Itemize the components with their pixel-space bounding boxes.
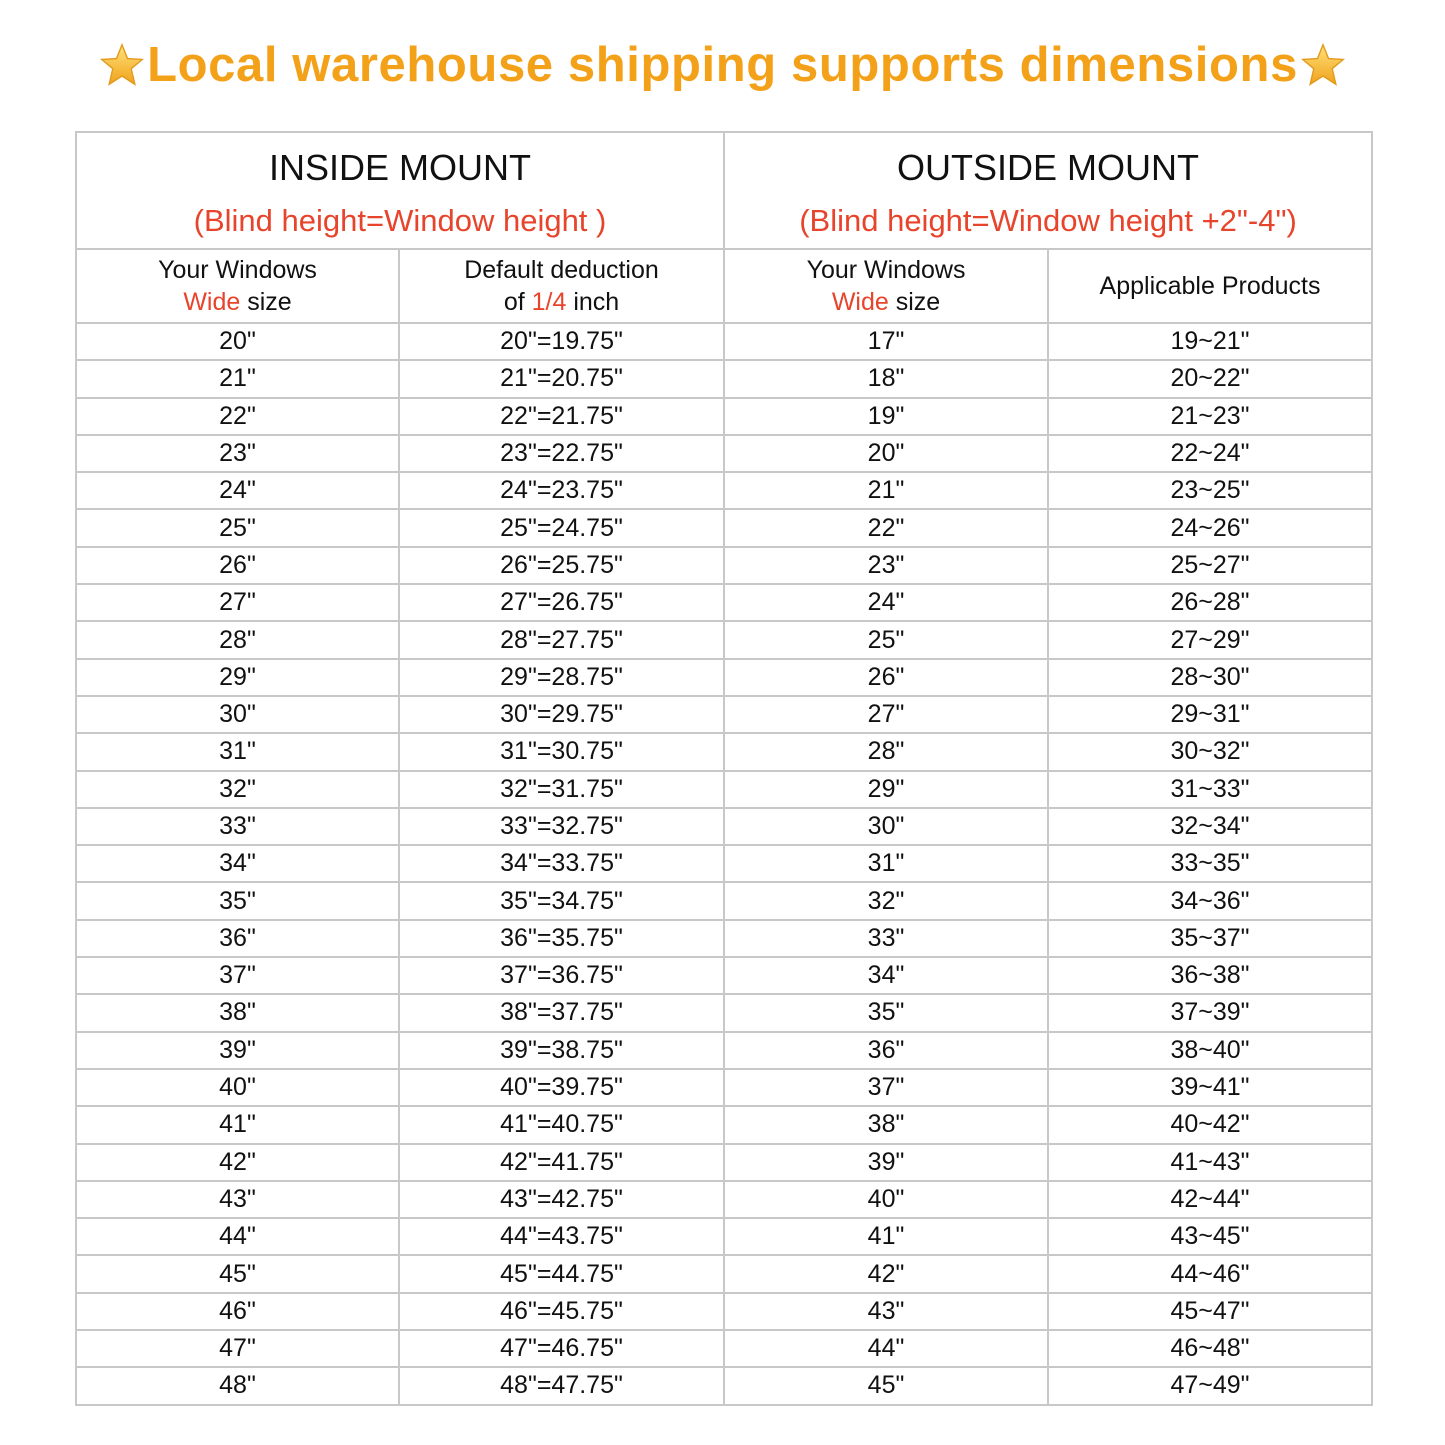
outside-window-size-cell: 26" bbox=[724, 659, 1048, 696]
col-label: size bbox=[888, 288, 941, 316]
inside-mount-header bbox=[76, 132, 724, 249]
applicable-products-cell: 39~41" bbox=[1048, 1069, 1372, 1106]
deduction-cell: 45"=44.75" bbox=[399, 1255, 724, 1292]
applicable-products-cell: 21~23" bbox=[1048, 398, 1372, 435]
applicable-products-cell: 25~27" bbox=[1048, 547, 1372, 584]
inside-window-size-cell: 43" bbox=[76, 1181, 399, 1218]
inside-window-size-cell: 48" bbox=[76, 1367, 399, 1404]
applicable-products-cell: 42~44" bbox=[1048, 1181, 1372, 1218]
table-row bbox=[76, 957, 1372, 994]
outside-col-window-size bbox=[724, 249, 1048, 323]
col-label: size bbox=[240, 288, 292, 316]
table-row bbox=[76, 845, 1372, 882]
outside-window-size-cell: 34" bbox=[724, 957, 1048, 994]
inside-window-size-cell: 22" bbox=[76, 398, 399, 435]
deduction-cell: 33"=32.75" bbox=[399, 808, 724, 845]
applicable-products-cell: 28~30" bbox=[1048, 659, 1372, 696]
applicable-products-cell: 46~48" bbox=[1048, 1330, 1372, 1367]
outside-mount-subtitle: (Blind height=Window height +2"-4") bbox=[799, 202, 1297, 238]
inside-window-size-cell: 28" bbox=[76, 621, 399, 658]
inside-window-size-cell: 44" bbox=[76, 1218, 399, 1255]
inside-window-size-cell: 40" bbox=[76, 1069, 399, 1106]
outside-window-size-cell: 29" bbox=[724, 771, 1048, 808]
outside-window-size-cell: 24" bbox=[724, 584, 1048, 621]
col-label: Your Windows bbox=[158, 256, 317, 284]
inside-window-size-cell: 41" bbox=[76, 1106, 399, 1143]
inside-window-size-cell: 32" bbox=[76, 771, 399, 808]
outside-window-size-cell: 45" bbox=[724, 1367, 1048, 1404]
applicable-products-cell: 33~35" bbox=[1048, 845, 1372, 882]
outside-window-size-cell: 19" bbox=[724, 398, 1048, 435]
applicable-products-cell: 36~38" bbox=[1048, 957, 1372, 994]
table-row bbox=[76, 1181, 1372, 1218]
inside-window-size-cell: 26" bbox=[76, 547, 399, 584]
table-body bbox=[76, 323, 1372, 1405]
outside-window-size-cell: 23" bbox=[724, 547, 1048, 584]
table-row bbox=[76, 1144, 1372, 1181]
inside-window-size-cell: 21" bbox=[76, 360, 399, 397]
outside-window-size-cell: 41" bbox=[724, 1218, 1048, 1255]
col-label-highlight: 1/4 bbox=[531, 288, 567, 316]
inside-window-size-cell: 38" bbox=[76, 994, 399, 1031]
inside-window-size-cell: 33" bbox=[76, 808, 399, 845]
inside-mount-title: INSIDE MOUNT bbox=[269, 146, 532, 188]
outside-window-size-cell: 37" bbox=[724, 1069, 1048, 1106]
inside-window-size-cell: 24" bbox=[76, 472, 399, 509]
table-row bbox=[76, 472, 1372, 509]
outside-window-size-cell: 39" bbox=[724, 1144, 1048, 1181]
deduction-cell: 38"=37.75" bbox=[399, 994, 724, 1031]
deduction-cell: 46"=45.75" bbox=[399, 1293, 724, 1330]
outside-window-size-cell: 27" bbox=[724, 696, 1048, 733]
applicable-products-cell: 26~28" bbox=[1048, 584, 1372, 621]
outside-window-size-cell: 44" bbox=[724, 1330, 1048, 1367]
outside-window-size-cell: 38" bbox=[724, 1106, 1048, 1143]
table-row bbox=[76, 1032, 1372, 1069]
outside-col-applicable-products bbox=[1048, 249, 1372, 323]
outside-window-size-cell: 32" bbox=[724, 882, 1048, 919]
deduction-cell: 40"=39.75" bbox=[399, 1069, 724, 1106]
applicable-products-cell: 23~25" bbox=[1048, 472, 1372, 509]
outside-window-size-cell: 43" bbox=[724, 1293, 1048, 1330]
deduction-cell: 25"=24.75" bbox=[399, 509, 724, 546]
table-row bbox=[76, 1069, 1372, 1106]
star-icon bbox=[99, 42, 145, 88]
inside-col-window-size bbox=[76, 249, 399, 323]
inside-window-size-cell: 31" bbox=[76, 733, 399, 770]
inside-window-size-cell: 39" bbox=[76, 1032, 399, 1069]
inside-window-size-cell: 27" bbox=[76, 584, 399, 621]
inside-window-size-cell: 25" bbox=[76, 509, 399, 546]
outside-window-size-cell: 35" bbox=[724, 994, 1048, 1031]
table-row bbox=[76, 398, 1372, 435]
deduction-cell: 20"=19.75" bbox=[399, 323, 724, 360]
table-row bbox=[76, 323, 1372, 360]
applicable-products-cell: 37~39" bbox=[1048, 994, 1372, 1031]
table-row bbox=[76, 920, 1372, 957]
inside-col-deduction bbox=[399, 249, 724, 323]
applicable-products-cell: 34~36" bbox=[1048, 882, 1372, 919]
deduction-cell: 35"=34.75" bbox=[399, 882, 724, 919]
outside-mount-header bbox=[724, 132, 1372, 249]
outside-window-size-cell: 20" bbox=[724, 435, 1048, 472]
outside-window-size-cell: 31" bbox=[724, 845, 1048, 882]
table-row bbox=[76, 771, 1372, 808]
applicable-products-cell: 30~32" bbox=[1048, 733, 1372, 770]
applicable-products-cell: 40~42" bbox=[1048, 1106, 1372, 1143]
deduction-cell: 22"=21.75" bbox=[399, 398, 724, 435]
deduction-cell: 27"=26.75" bbox=[399, 584, 724, 621]
applicable-products-cell: 47~49" bbox=[1048, 1367, 1372, 1404]
table-row bbox=[76, 360, 1372, 397]
applicable-products-cell: 27~29" bbox=[1048, 621, 1372, 658]
outside-window-size-cell: 42" bbox=[724, 1255, 1048, 1292]
inside-window-size-cell: 23" bbox=[76, 435, 399, 472]
applicable-products-cell: 43~45" bbox=[1048, 1218, 1372, 1255]
deduction-cell: 26"=25.75" bbox=[399, 547, 724, 584]
deduction-cell: 44"=43.75" bbox=[399, 1218, 724, 1255]
applicable-products-cell: 32~34" bbox=[1048, 808, 1372, 845]
outside-window-size-cell: 17" bbox=[724, 323, 1048, 360]
applicable-products-cell: 35~37" bbox=[1048, 920, 1372, 957]
applicable-products-cell: 29~31" bbox=[1048, 696, 1372, 733]
deduction-cell: 28"=27.75" bbox=[399, 621, 724, 658]
outside-window-size-cell: 28" bbox=[724, 733, 1048, 770]
table-row bbox=[76, 509, 1372, 546]
applicable-products-cell: 20~22" bbox=[1048, 360, 1372, 397]
deduction-cell: 39"=38.75" bbox=[399, 1032, 724, 1069]
deduction-cell: 37"=36.75" bbox=[399, 957, 724, 994]
applicable-products-cell: 38~40" bbox=[1048, 1032, 1372, 1069]
applicable-products-cell: 31~33" bbox=[1048, 771, 1372, 808]
table-row bbox=[76, 882, 1372, 919]
deduction-cell: 36"=35.75" bbox=[399, 920, 724, 957]
table-row bbox=[76, 435, 1372, 472]
inside-window-size-cell: 45" bbox=[76, 1255, 399, 1292]
outside-window-size-cell: 30" bbox=[724, 808, 1048, 845]
table-row bbox=[76, 733, 1372, 770]
deduction-cell: 32"=31.75" bbox=[399, 771, 724, 808]
applicable-products-cell: 22~24" bbox=[1048, 435, 1372, 472]
inside-window-size-cell: 46" bbox=[76, 1293, 399, 1330]
outside-window-size-cell: 18" bbox=[724, 360, 1048, 397]
col-label-highlight: Wide bbox=[831, 288, 889, 316]
outside-window-size-cell: 33" bbox=[724, 920, 1048, 957]
deduction-cell: 47"=46.75" bbox=[399, 1330, 724, 1367]
table-row bbox=[76, 808, 1372, 845]
table-row bbox=[76, 659, 1372, 696]
inside-window-size-cell: 47" bbox=[76, 1330, 399, 1367]
inside-mount-subtitle: (Blind height=Window height ) bbox=[193, 202, 607, 238]
col-label: Default deduction bbox=[464, 256, 659, 284]
table-row bbox=[76, 547, 1372, 584]
inside-window-size-cell: 37" bbox=[76, 957, 399, 994]
table-row bbox=[76, 1367, 1372, 1404]
deduction-cell: 23"=22.75" bbox=[399, 435, 724, 472]
deduction-cell: 41"=40.75" bbox=[399, 1106, 724, 1143]
applicable-products-cell: 45~47" bbox=[1048, 1293, 1372, 1330]
inside-window-size-cell: 34" bbox=[76, 845, 399, 882]
page-title-bar bbox=[0, 30, 1445, 100]
table-row bbox=[76, 584, 1372, 621]
table-row bbox=[76, 1330, 1372, 1367]
inside-window-size-cell: 35" bbox=[76, 882, 399, 919]
deduction-cell: 30"=29.75" bbox=[399, 696, 724, 733]
outside-window-size-cell: 25" bbox=[724, 621, 1048, 658]
inside-window-size-cell: 20" bbox=[76, 323, 399, 360]
deduction-cell: 42"=41.75" bbox=[399, 1144, 724, 1181]
deduction-cell: 24"=23.75" bbox=[399, 472, 724, 509]
inside-window-size-cell: 29" bbox=[76, 659, 399, 696]
table-row bbox=[76, 696, 1372, 733]
outside-window-size-cell: 22" bbox=[724, 509, 1048, 546]
inside-window-size-cell: 36" bbox=[76, 920, 399, 957]
col-label: of bbox=[503, 288, 532, 316]
col-label: Your Windows bbox=[806, 256, 966, 284]
applicable-products-cell: 24~26" bbox=[1048, 509, 1372, 546]
deduction-cell: 21"=20.75" bbox=[399, 360, 724, 397]
applicable-products-cell: 41~43" bbox=[1048, 1144, 1372, 1181]
deduction-cell: 31"=30.75" bbox=[399, 733, 724, 770]
col-label: Applicable Products bbox=[1099, 272, 1321, 300]
outside-window-size-cell: 40" bbox=[724, 1181, 1048, 1218]
table-row bbox=[76, 1106, 1372, 1143]
table-row bbox=[76, 621, 1372, 658]
outside-mount-title: OUTSIDE MOUNT bbox=[897, 146, 1200, 188]
col-label: inch bbox=[566, 288, 620, 316]
deduction-cell: 34"=33.75" bbox=[399, 845, 724, 882]
applicable-products-cell: 19~21" bbox=[1048, 323, 1372, 360]
table-row bbox=[76, 1218, 1372, 1255]
deduction-cell: 48"=47.75" bbox=[399, 1367, 724, 1404]
inside-window-size-cell: 42" bbox=[76, 1144, 399, 1181]
table-row bbox=[76, 1293, 1372, 1330]
outside-window-size-cell: 36" bbox=[724, 1032, 1048, 1069]
applicable-products-cell: 44~46" bbox=[1048, 1255, 1372, 1292]
size-table bbox=[75, 131, 1373, 1406]
table-row bbox=[76, 1255, 1372, 1292]
outside-window-size-cell: 21" bbox=[724, 472, 1048, 509]
col-label-highlight: Wide bbox=[183, 288, 241, 316]
deduction-cell: 29"=28.75" bbox=[399, 659, 724, 696]
star-icon bbox=[1300, 42, 1346, 88]
deduction-cell: 43"=42.75" bbox=[399, 1181, 724, 1218]
table-row bbox=[76, 994, 1372, 1031]
inside-window-size-cell: 30" bbox=[76, 696, 399, 733]
page-title: Local warehouse shipping supports dimensions bbox=[147, 38, 1298, 92]
